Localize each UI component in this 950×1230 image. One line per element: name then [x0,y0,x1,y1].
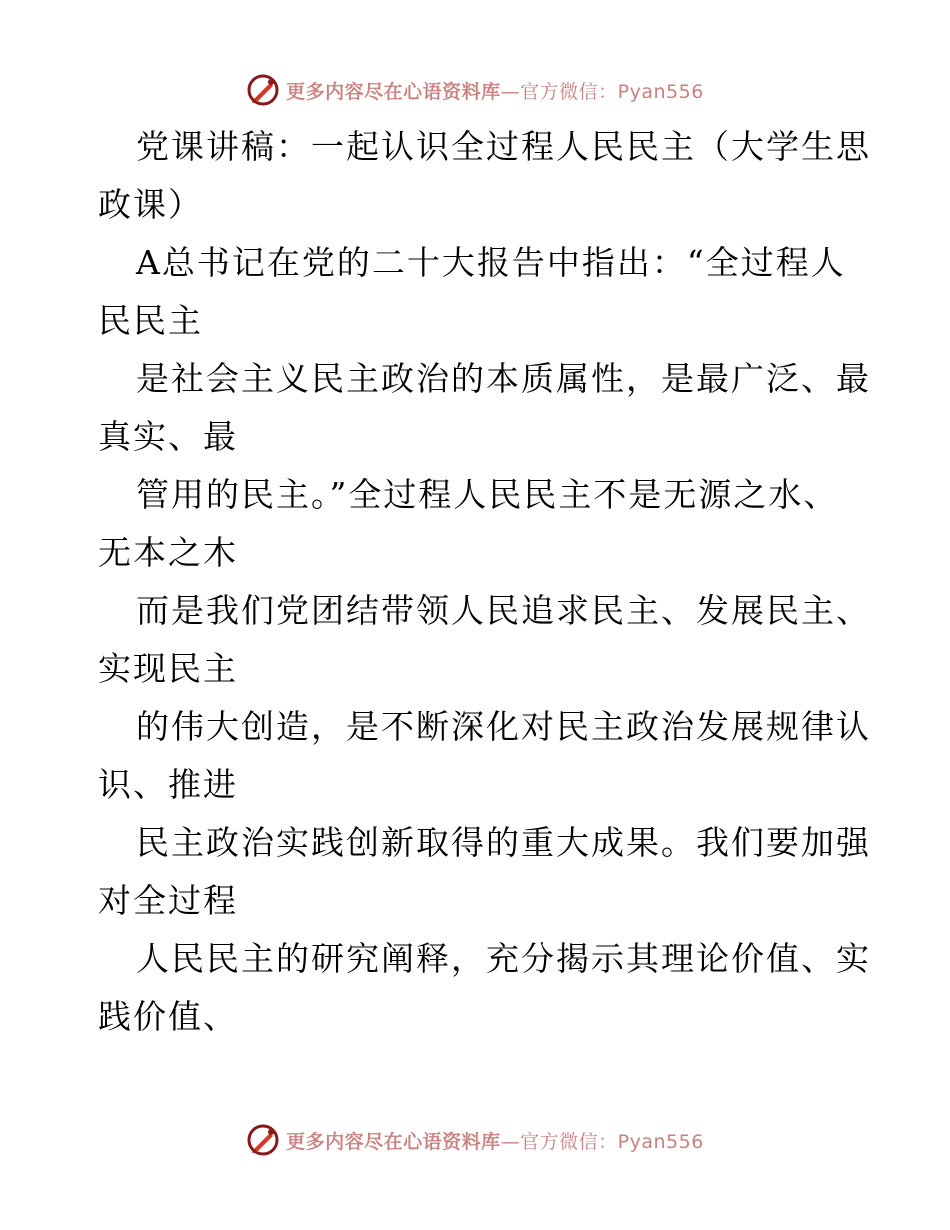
banner-dash: — [500,80,521,103]
text-line: 而是我们党团结带领人民追求民主、发展民主、 [136,591,871,630]
text-line: 对全过程 [98,881,238,920]
pen-logo-icon [246,1123,280,1157]
text-line: 是社会主义民主政治的本质属性，是最广泛、最 [136,359,871,398]
banner-wechat-text: 官方微信：Pyan556 [520,80,704,103]
banner-library-text: 更多内容尽在心语资料库 [286,80,501,103]
text-line: 践价值、 [98,997,238,1036]
banner-library-text: 更多内容尽在心语资料库 [286,1130,501,1153]
pen-logo-icon [246,73,280,107]
text-line: A总书记在党的二十大报告中指出：“全过程人 [136,243,846,282]
footer-watermark-banner [0,1120,950,1160]
text-line: 无本之木 [98,533,238,572]
banner-wechat-text: 官方微信：Pyan556 [520,1130,704,1153]
banner-text [286,77,704,104]
text-line: 真实、最 [98,417,238,456]
text-line: 管用的民主。”全过程人民民主不是无源之水、 [136,475,839,514]
document-body [98,118,871,1046]
text-line: 识、推进 [98,765,238,804]
header-watermark-banner [0,70,950,110]
text-line: 民主政治实践创新取得的重大成果。我们要加强 [136,823,871,862]
text-line: 实现民主 [98,649,238,688]
banner-text [286,1127,704,1154]
text-line: 民民主 [98,301,203,340]
text-line: 政课） [98,185,203,224]
text-line: 党课讲稿：一起认识全过程人民民主（大学生思 [136,127,871,166]
text-line: 的伟大创造，是不断深化对民主政治发展规律认 [136,707,871,746]
text-line: 人民民主的研究阐释，充分揭示其理论价值、实 [136,939,871,978]
banner-dash: — [500,1130,521,1153]
